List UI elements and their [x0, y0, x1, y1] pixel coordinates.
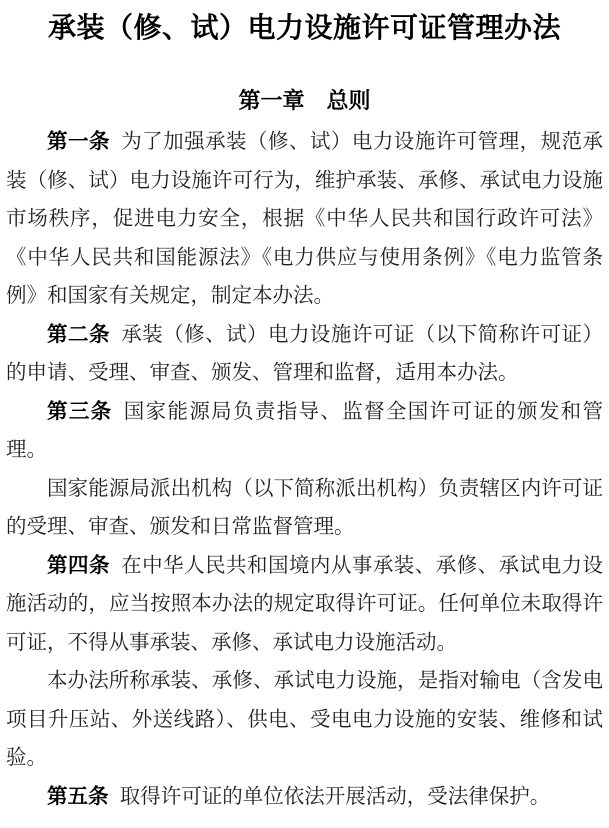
paragraph-text: 国家能源局派出机构（以下简称派出机构）负责辖区内许可证的受理、审查、颁发和日常监督管理。	[6, 477, 603, 538]
article-number: 第四条	[47, 553, 110, 577]
paragraph-text: 承装（修、试）电力设施许可证（以下简称许可证）的申请、受理、审查、颁发、管理和监督，适用本办法。	[6, 323, 604, 384]
paragraph-text: 在中华人民共和国境内从事承装、承修、承试电力设施活动的，应当按照本办法的规定取得许可证。任何单位未取得许可证，不得从事承装、承修、承试电力设施活动。	[6, 554, 604, 654]
paragraph	[6, 470, 603, 547]
paragraph	[6, 662, 603, 778]
paragraph-text: 本办法所称承装、承修、承试电力设施，是指对输电（含发电项目升压站、外送线路）、供电、受电电力设施的安装、维修和试验。	[6, 670, 603, 769]
chapter-heading: 第一章 总则	[238, 88, 371, 113]
paragraph	[6, 778, 603, 817]
paragraph-text: 为了加强承装（修、试）电力设施许可管理，规范承装（修、试）电力设施许可行为，维护承装、承修、承试电力设施市场秩序，促进电力安全，根据《中华人民共和国行政许可法》《中华人民共和国能源法》《电力供应与使用条例》《电力监管条例》和国家有关规定，制定本办法。	[6, 131, 604, 307]
paragraph	[6, 547, 603, 663]
paragraph-text: 国家能源局负责指导、监督全国许可证的颁发和管理。	[6, 400, 604, 461]
paragraph	[6, 316, 603, 393]
article-number: 第二条	[47, 322, 110, 346]
document-title: 承装（修、试）电力设施许可证管理办法	[47, 13, 561, 44]
article-number: 第三条	[47, 399, 113, 423]
paragraph-text: 取得许可证的单位依法开展活动，受法律保护。	[119, 785, 551, 808]
paragraph	[6, 393, 603, 470]
document-body	[6, 123, 603, 816]
paragraph	[6, 123, 603, 316]
article-number: 第一条	[47, 130, 110, 153]
article-number: 第五条	[47, 784, 109, 808]
